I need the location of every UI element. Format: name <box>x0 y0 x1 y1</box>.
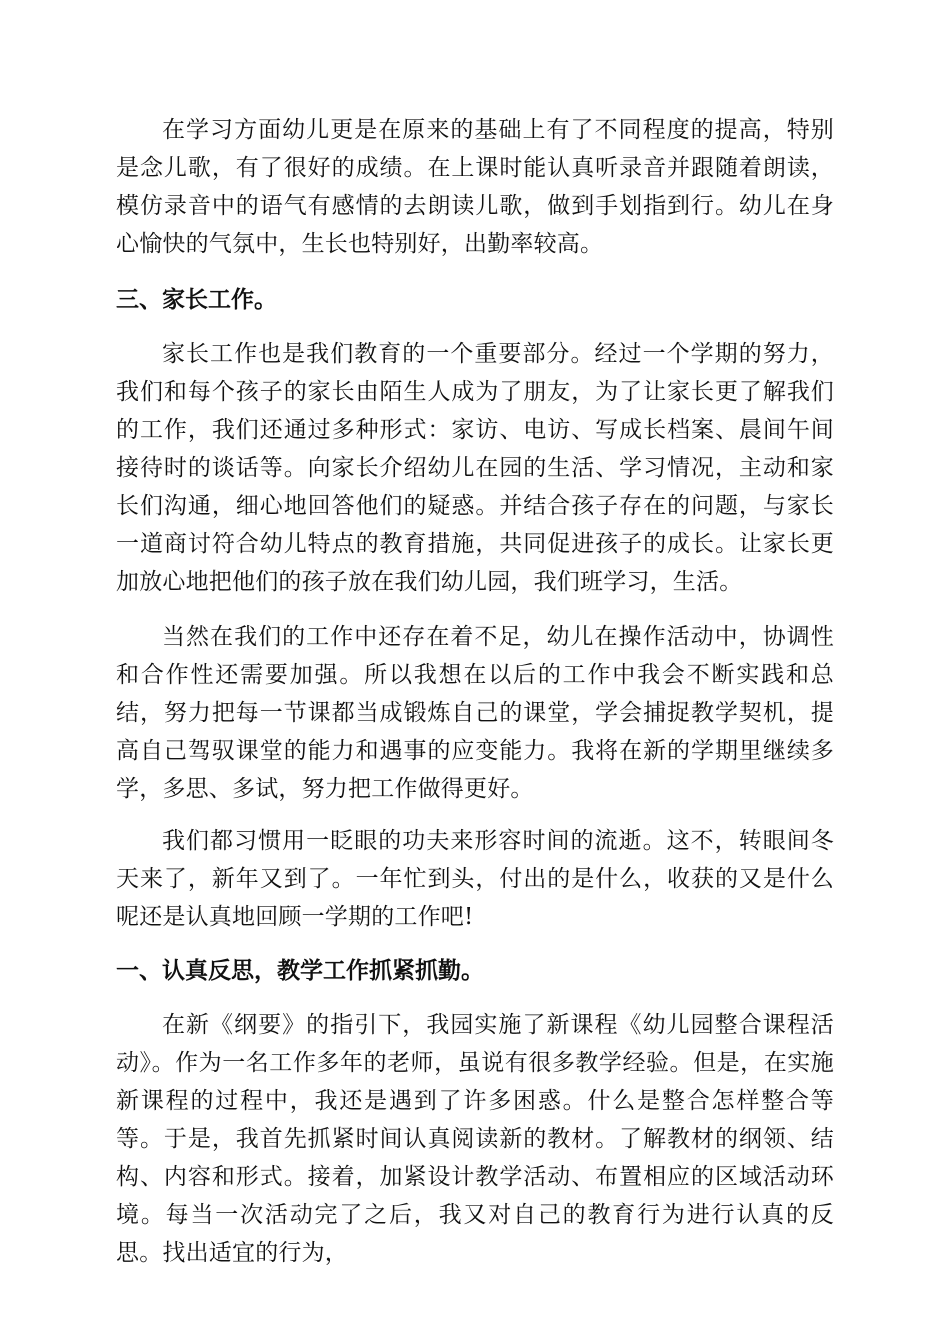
paragraph-shortcomings: 当然在我们的工作中还存在着不足，幼儿在操作活动中，协调性和合作性还需要加强。所以我想在以后的工作中我会不断实践和总结，努力把每一节课都当成锻炼自己的课堂，学会捕捉教学契机，提高自己驾驭课堂的能力和遇事的应变能力。我将在新的学期里继续多学，多思、多试，努力把工作做得更好。 <box>116 624 834 802</box>
paragraph-parent-work: 家长工作也是我们教育的一个重要部分。经过一个学期的努力，我们和每个孩子的家长由陌生人成为了朋友，为了让家长更了解我们的工作，我们还通过多种形式：家访、电访、写成长档案、晨间午间接待时的谈话等。向家长介绍幼儿在园的生活、学习情况，主动和家长们沟通，细心地回答他们的疑惑。并结合孩子存在的问题，与家长一道商讨符合幼儿特点的教育措施，共同促进孩子的成长。让家长更加放心地把他们的孩子放在我们幼儿园，我们班学习，生活。 <box>116 341 834 595</box>
section-heading-reflection: 一、认真反思，教学工作抓紧抓勤。 <box>116 957 484 984</box>
section-heading-parent-work: 三、家长工作。 <box>116 286 277 313</box>
paragraph-review: 我们都习惯用一眨眼的功夫来形容时间的流逝。这不，转眼间冬天来了，新年又到了。一年忙到头，付出的是什么，收获的又是什么呢还是认真地回顾一学期的工作吧! <box>116 828 834 930</box>
paragraph-learning: 在学习方面幼儿更是在原来的基础上有了不同程度的提高，特别是念儿歌，有了很好的成绩。在上课时能认真听录音并跟随着朗读，模仿录音中的语气有感情的去朗读儿歌，做到手划指到行。幼儿在身心愉快的气氛中，生长也特别好，出勤率较高。 <box>116 117 834 257</box>
paragraph-new-curriculum: 在新《纲要》的指引下，我园实施了新课程《幼儿园整合课程活动》。作为一名工作多年的老师，虽说有很多教学经验。但是，在实施新课程的过程中，我还是遇到了许多困惑。什么是整合怎样整合等等。于是，我首先抓紧时间认真阅读新的教材。了解教材的纲领、结构、内容和形式。接着，加紧设计教学活动、布置相应的区域活动环境。每当一次活动完了之后，我又对自己的教育行为进行认真的反思。找出适宜的行为， <box>116 1012 834 1266</box>
